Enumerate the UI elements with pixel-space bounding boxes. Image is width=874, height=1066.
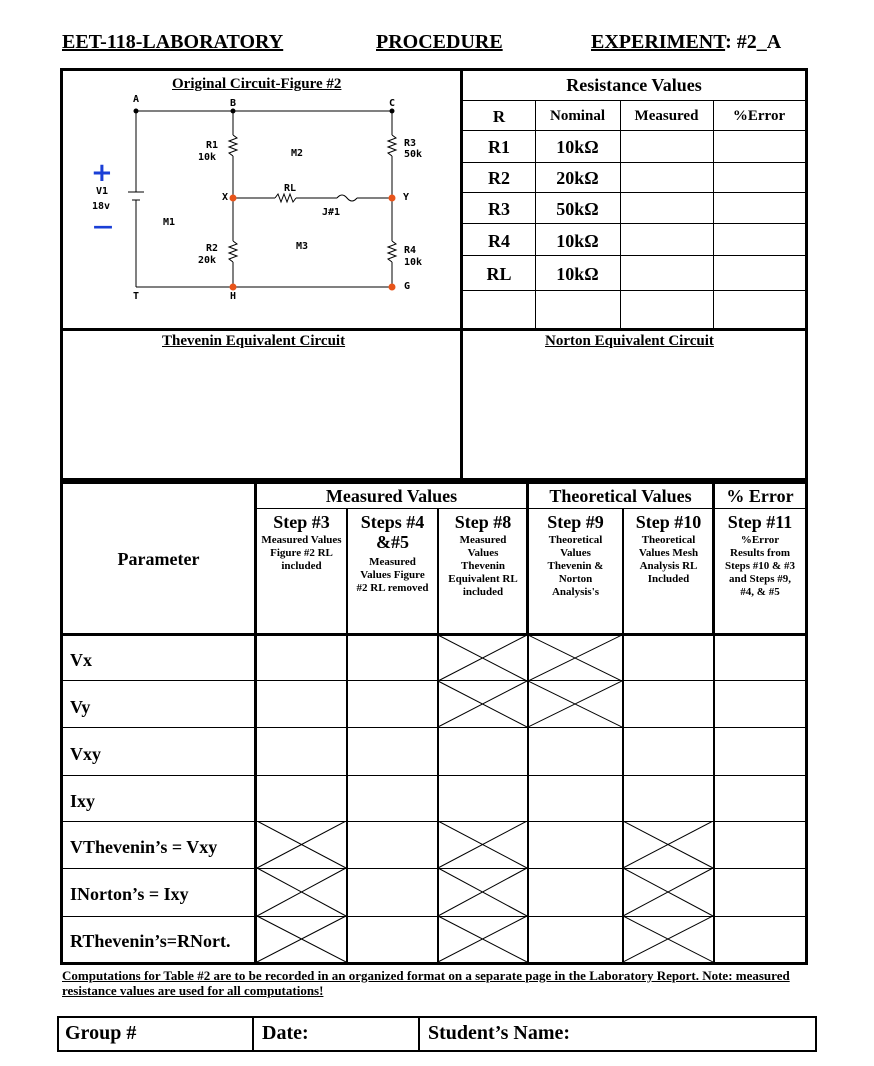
step-3-title: Step #3 [273, 512, 330, 532]
res-row-r4-nominal: 10kΩ [556, 231, 599, 251]
group-theoretical: Theoretical Values [549, 486, 692, 506]
footer-sep-2 [418, 1016, 420, 1052]
circuit-title: Original Circuit-Figure #2 [172, 76, 342, 92]
date-field[interactable]: Date: [262, 1022, 309, 1044]
res-line-2 [463, 162, 805, 163]
minus-icon: — [93, 214, 113, 238]
parameter-header: Parameter [117, 549, 200, 569]
norton-title: Norton Equivalent Circuit [545, 333, 714, 349]
node-g-label: G [404, 281, 411, 292]
circuit-diagram [85, 95, 445, 310]
student-name-field[interactable]: Student’s Name: [428, 1022, 571, 1044]
node-y-label: Y [403, 192, 410, 203]
r4-label: R4 [404, 245, 417, 256]
step-8-title: Step #8 [454, 512, 512, 532]
res-row-rl: RL [486, 264, 512, 284]
res-row-r1: R1 [488, 137, 510, 157]
res-header-measured: Measured [634, 108, 699, 124]
footer-left [57, 1016, 59, 1052]
r4-value: 10k [404, 257, 423, 268]
resistance-title: Resistance Values [566, 75, 702, 95]
step-4-5-desc: Measured Values Figure #2 RL removed [356, 556, 429, 594]
param-inorton: INorton’s = Ixy [70, 884, 189, 904]
step-11-desc: %Error Results from Steps #10 & #3 and Steps #9, #4, & #5 [725, 534, 795, 598]
j1-label: J#1 [322, 207, 341, 218]
node-c-label: C [389, 98, 396, 109]
res-col-3 [713, 100, 714, 328]
res-row-r2-nominal: 20kΩ [556, 168, 599, 188]
footer-sep-1 [252, 1016, 254, 1052]
r3-value: 50k [404, 149, 423, 160]
experiment-label: EXPERIMENT [591, 31, 726, 53]
res-col-2 [620, 100, 621, 328]
footer-top [57, 1016, 817, 1018]
res-row-rl-nominal: 10kΩ [556, 264, 599, 284]
lab-title: EET-118-LABORATORY [62, 31, 284, 53]
thevenin-title: Thevenin Equivalent Circuit [162, 333, 346, 349]
computation-note: Computations for Table #2 are to be recorded in an organized format on a separate page in the Laboratory Report. Note: measured resistance values are used for all computations! [62, 968, 790, 998]
plus-icon: + [91, 158, 113, 188]
node-x-label: X [222, 192, 229, 203]
res-line-0 [463, 100, 805, 101]
top-box-left [60, 68, 63, 481]
step-3-desc: Measured Values Figure #2 RL included [261, 534, 342, 572]
param-ixy: Ixy [70, 791, 96, 811]
param-vy: Vy [70, 697, 91, 717]
step-8-header [439, 512, 527, 599]
param-vx: Vx [70, 650, 92, 670]
step-10-desc: Theoretical Values Mesh Analysis RL Included [638, 534, 699, 585]
r1-value: 10k [198, 152, 217, 163]
footer-right [815, 1016, 817, 1052]
top-box-middle [60, 328, 808, 331]
res-header-r: R [492, 107, 506, 126]
top-box-border [60, 68, 808, 71]
param-rthevenin: RThevenin’s=RNort. [70, 931, 231, 951]
t2-subheader-line [257, 508, 805, 509]
res-header-nominal: Nominal [549, 108, 605, 124]
m1-label: M1 [163, 217, 176, 228]
row-sep-3 [63, 775, 805, 776]
step-4-5-title: Steps #4 &#5 [360, 512, 425, 552]
crossed-cell-step3-bottom [257, 821, 346, 962]
res-row-r1-nominal: 10kΩ [556, 137, 599, 157]
crossed-cell-step8-bottom [438, 821, 527, 962]
res-line-5 [463, 255, 805, 256]
procedure-title: PROCEDURE [376, 31, 503, 53]
node-b-label: B [230, 98, 237, 109]
t2-col-6 [713, 633, 715, 963]
res-line-1 [463, 130, 805, 131]
crossed-cell-step10-bottom [623, 821, 713, 962]
experiment-value: : #2_A [725, 31, 782, 53]
t2-bottom [60, 962, 808, 965]
res-header-error: %Error [732, 108, 786, 124]
res-line-6 [463, 290, 805, 291]
res-row-r3: R3 [488, 199, 510, 219]
experiment-title [591, 31, 781, 54]
step-11-header [715, 512, 805, 599]
footer-bottom [57, 1050, 817, 1052]
step-9-desc: Theoretical Values Thevenin & Norton Analysis's [547, 534, 604, 598]
res-row-r4: R4 [488, 231, 510, 251]
r1-label: R1 [206, 140, 219, 151]
m2-label: M2 [291, 148, 304, 159]
param-vthevenin: VThevenin’s = Vxy [70, 837, 218, 857]
t2-right [805, 481, 808, 965]
r3-label: R3 [404, 138, 417, 149]
v1-label: V1 [96, 186, 109, 197]
row-sep-1 [63, 680, 805, 681]
res-row-r3-nominal: 50kΩ [556, 199, 599, 219]
crossed-cell-step9-vx-vy [528, 635, 622, 727]
res-line-3 [463, 192, 805, 193]
rl-label: RL [284, 183, 297, 194]
step-10-title: Step #10 [635, 512, 702, 532]
step-8-desc: Measured Values Thevenin Equivalent RL included [448, 534, 518, 598]
crossed-cell-step8-vx-vy [438, 635, 527, 727]
step-11-title: Step #11 [727, 512, 793, 532]
group-error: % Error [726, 486, 794, 506]
step-9-title: Step #9 [547, 512, 604, 532]
row-sep-2 [63, 727, 805, 728]
m3-label: M3 [296, 241, 309, 252]
t2-header-bottom [60, 633, 808, 636]
res-row-r2: R2 [488, 168, 510, 188]
group-field[interactable]: Group # [65, 1022, 137, 1044]
node-a-label: A [133, 94, 140, 105]
step-9-header [529, 512, 622, 599]
r2-label: R2 [206, 243, 219, 254]
node-h-label: H [230, 291, 237, 302]
group-measured: Measured Values [325, 486, 458, 506]
v1-value: 18v [92, 201, 111, 212]
res-line-4 [463, 223, 805, 224]
top-box-right [805, 68, 808, 481]
param-vxy: Vxy [70, 744, 101, 764]
step-10-header [624, 512, 713, 586]
t2-top [60, 481, 808, 484]
step-3-header [257, 512, 346, 573]
r2-value: 20k [198, 255, 217, 266]
step-4-5-header [348, 512, 437, 595]
node-t-label: T [133, 291, 140, 302]
